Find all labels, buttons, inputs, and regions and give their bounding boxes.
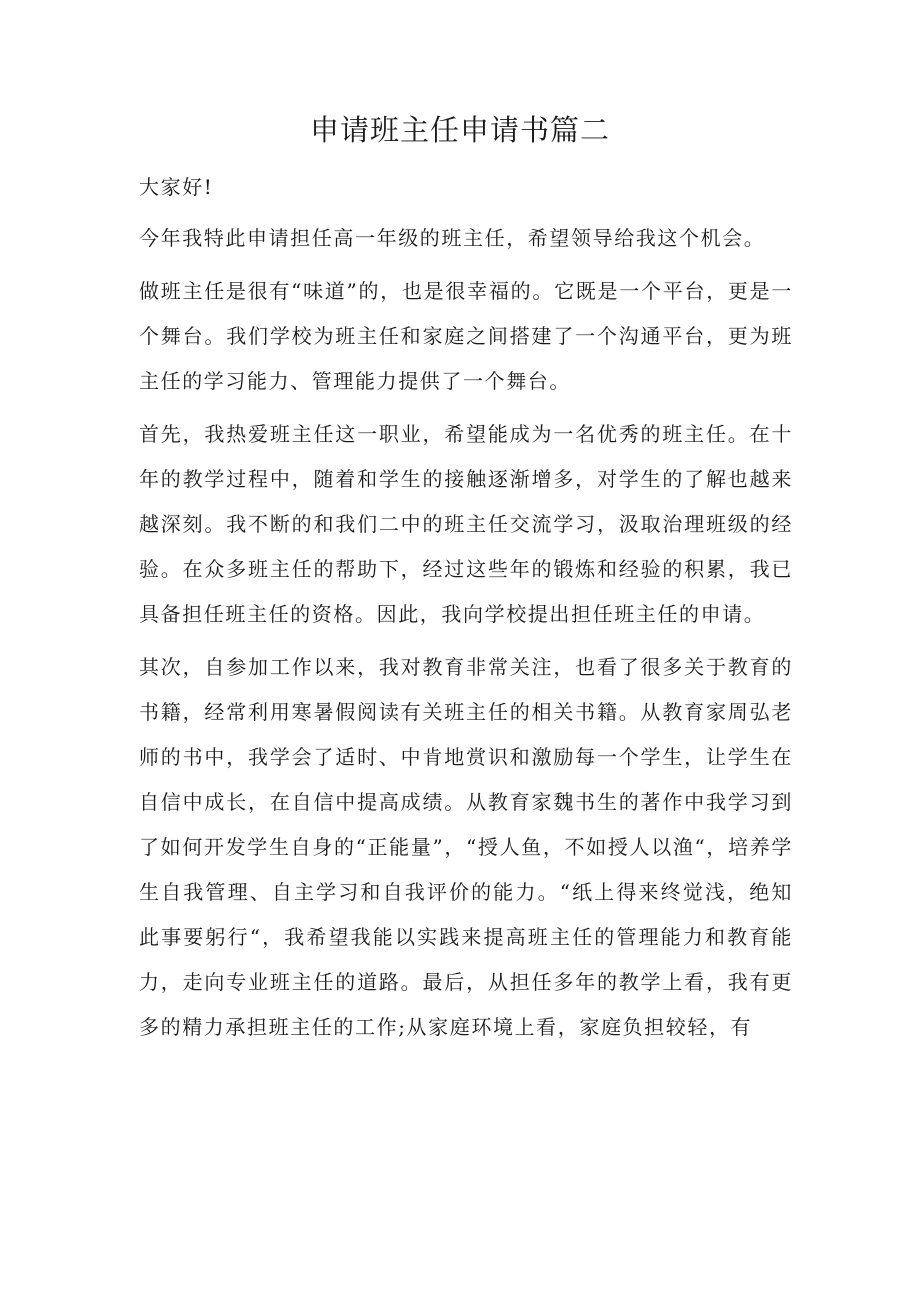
paragraph-first: 首先，我热爱班主任这一职业，希望能成为一名优秀的班主任。在十年的教学过程中，随着和学生的接触逐渐增多，对学生的了解也越来越深刻。我不断的和我们二中的班主任交流学习，汲取治理班级的经验。在众多班主任的帮助下，经过这些年的锻炼和经验的积累，我已具备担任班主任的资格。因此，我向学校提出担任班主任的申请。 xyxy=(139,422,793,626)
document-title: 申请班主任申请书篇二 xyxy=(309,113,610,147)
salutation: 大家好! xyxy=(139,175,214,199)
paragraph-intro: 今年我特此申请担任高一年级的班主任，希望领导给我这个机会。 xyxy=(139,226,766,250)
document-body xyxy=(139,165,793,1058)
paragraph-role: 做班主任是很有“味道”的，也是很幸福的。它既是一个平台，更是一个舞台。我们学校为班主任和家庭之间搭建了一个沟通平台，更为班主任的学习能力、管理能力提供了一个舞台。 xyxy=(139,279,793,393)
paragraph-second: 其次，自参加工作以来，我对教育非常关注，也看了很多关于教育的书籍，经常利用寒暑假阅读有关班主任的相关书籍。从教育家周弘老师的书中，我学会了适时、中肯地赏识和激励每一个学生，让学生在自信中成长，在自信中提高成绩。从教育家魏书生的著作中我学习到了如何开发学生自身的“正能量”，“授人鱼，不如授人以渔“，培养学生自我管理、自主学习和自我评价的能力。“纸上得来终觉浅，绝知此事要躬行“，我希望我能以实践来提高班主任的管理能力和教育能力，走向专业班主任的道路。最后，从担任多年的教学上看，我有更多的精力承担班主任的工作;从家庭环境上看，家庭负担较轻，有 xyxy=(139,655,793,1039)
